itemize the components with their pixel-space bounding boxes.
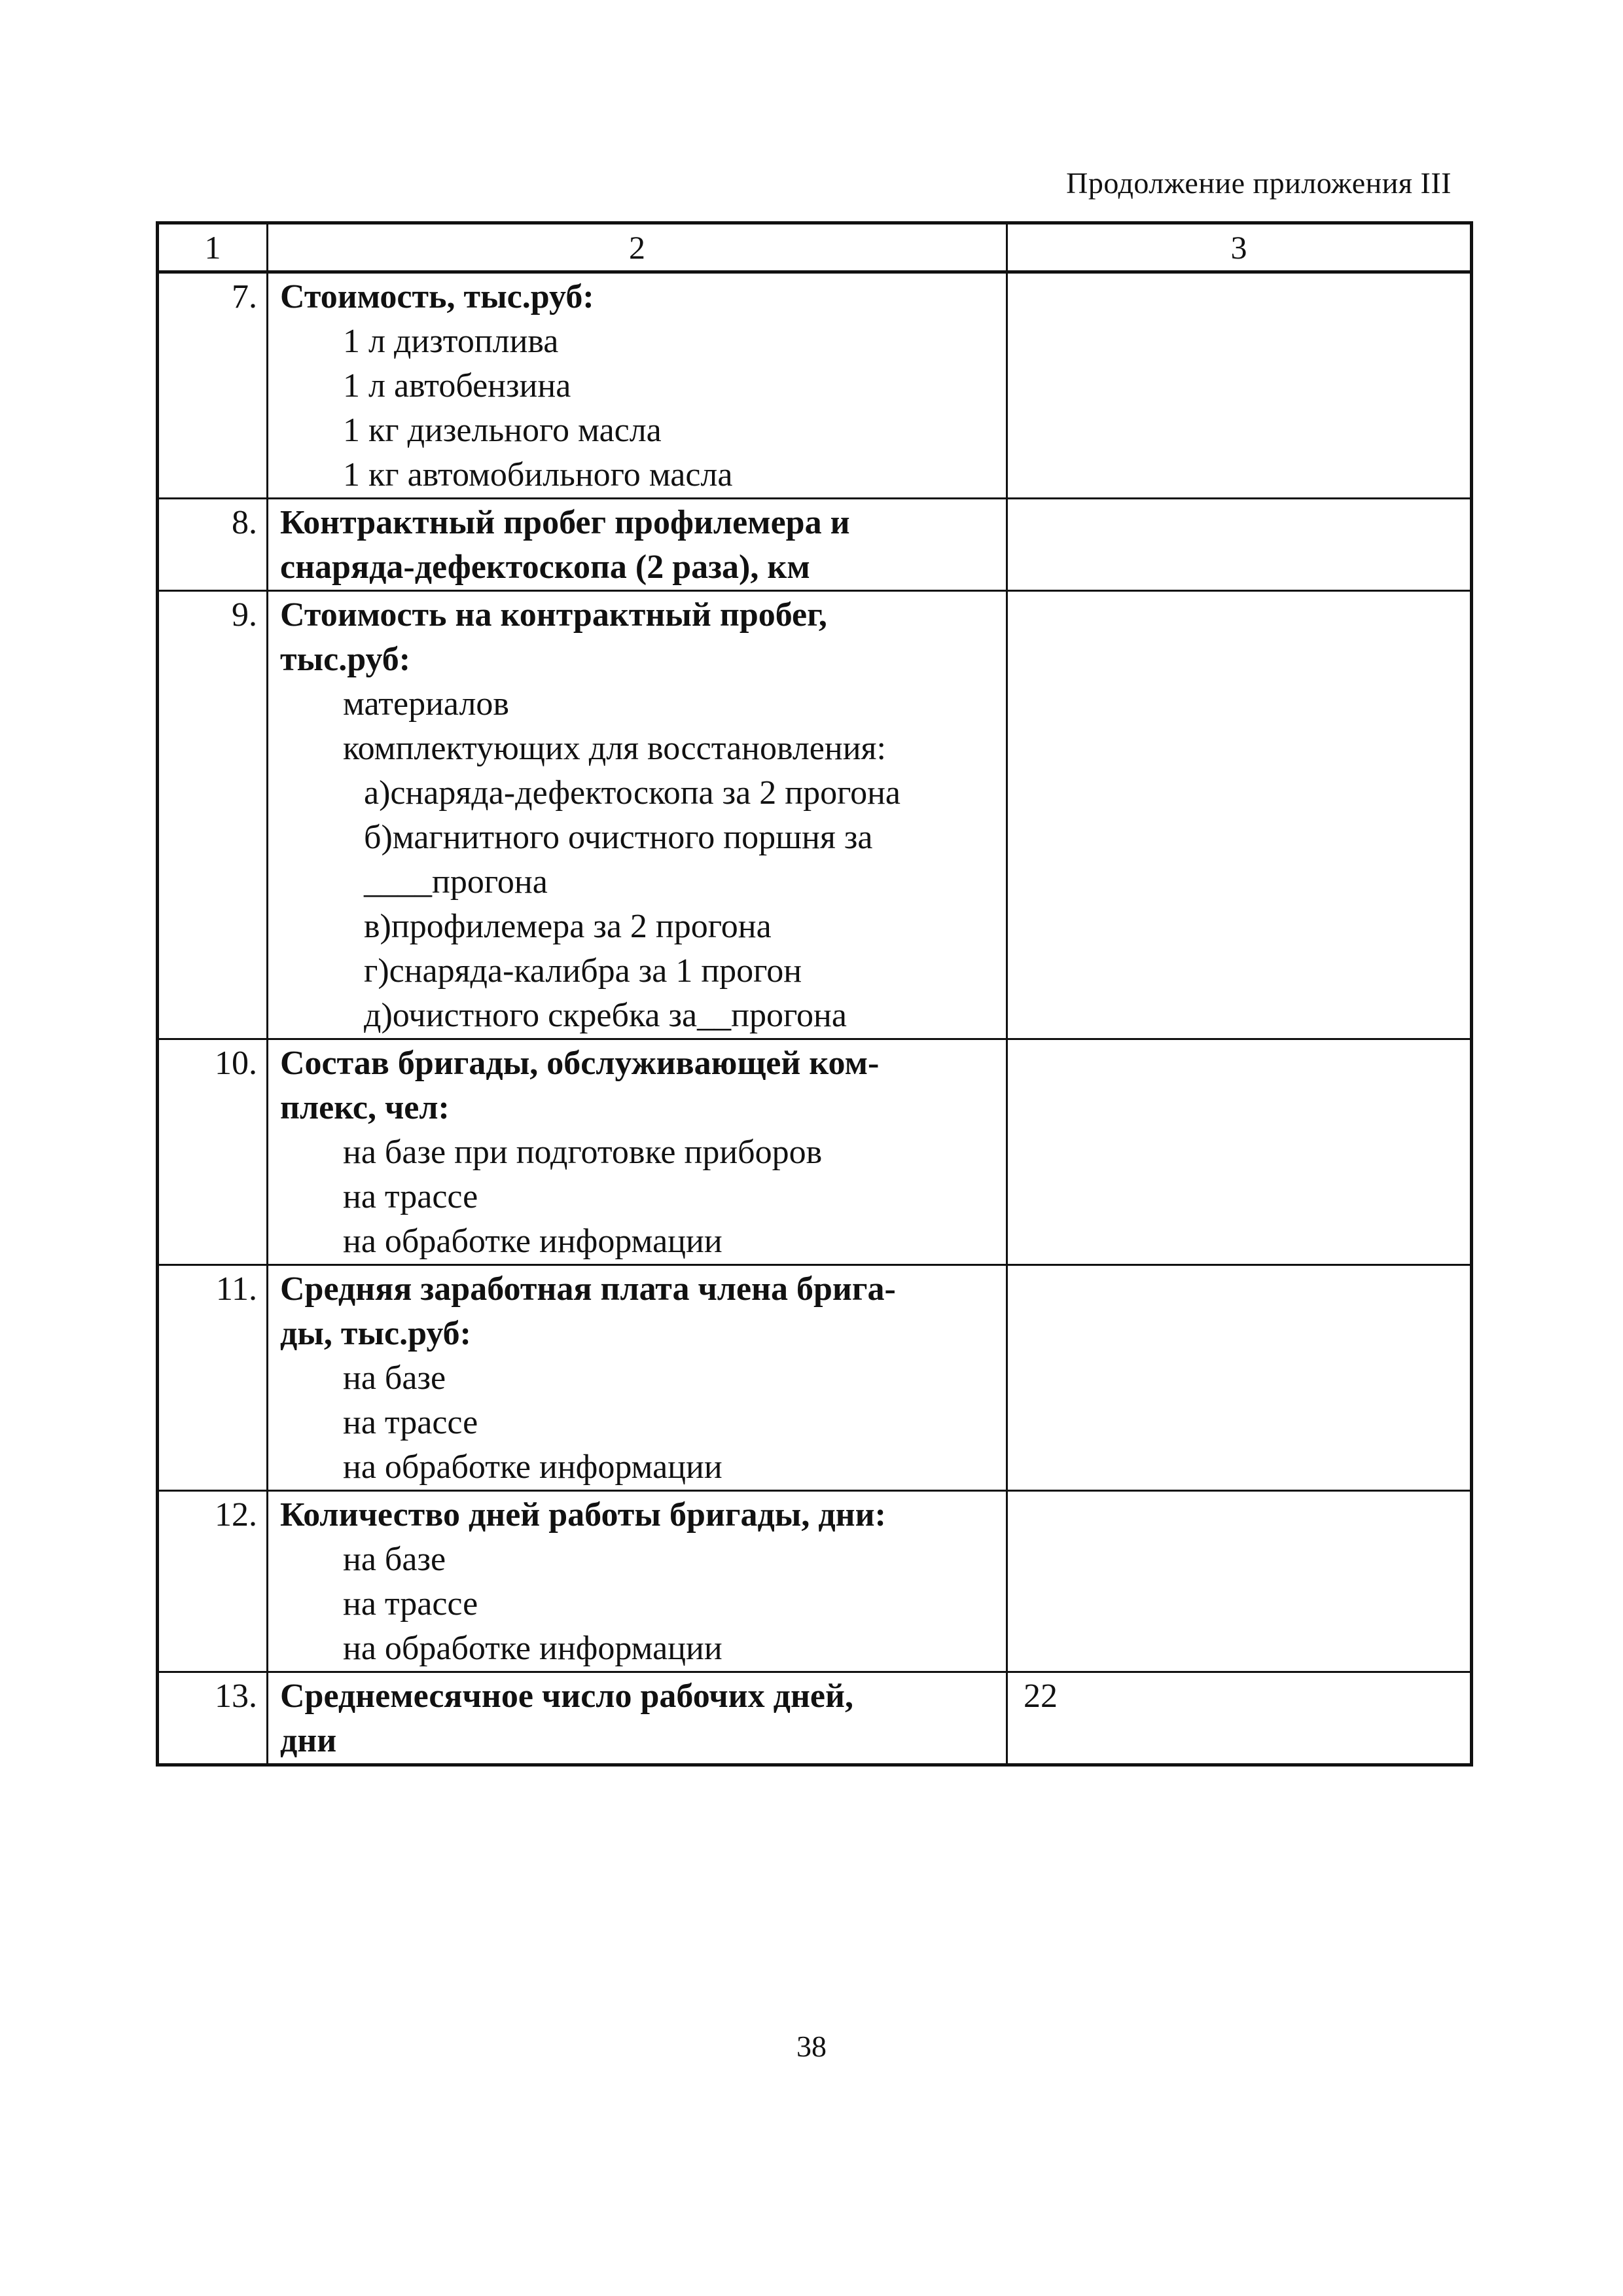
row-item-line: 1 л автобензина xyxy=(343,367,571,404)
row-title-line: Среднемесячное число рабочих дней, xyxy=(280,1677,853,1715)
row-value xyxy=(1007,591,1472,1039)
row-number: 8. xyxy=(158,499,268,591)
column-header-2: 2 xyxy=(268,223,1007,272)
appendix-table-container xyxy=(156,221,1470,1767)
row-title-line: Состав бригады, обслуживающей ком- xyxy=(280,1045,880,1082)
row-description xyxy=(268,1039,1007,1265)
column-header-1: 1 xyxy=(158,223,268,272)
table-row xyxy=(158,591,1472,1039)
table-header-row xyxy=(158,223,1472,272)
row-item-line: в)профилемера за 2 прогона xyxy=(364,908,772,945)
row-item-line: 1 кг дизельного масла xyxy=(343,412,662,449)
row-item-line: на трассе xyxy=(343,1585,478,1623)
row-description xyxy=(268,1265,1007,1491)
appendix-table xyxy=(156,221,1473,1767)
row-description xyxy=(268,591,1007,1039)
row-description xyxy=(268,1672,1007,1765)
row-item-line: д)очистного скребка за__прогона xyxy=(364,997,847,1034)
row-number: 11. xyxy=(158,1265,268,1491)
row-item-line: на обработке информации xyxy=(343,1630,722,1667)
row-number: 13. xyxy=(158,1672,268,1765)
table-row xyxy=(158,272,1472,499)
row-description xyxy=(268,1491,1007,1672)
row-description xyxy=(268,272,1007,499)
row-value xyxy=(1007,1491,1472,1672)
row-item-line: а)снаряда-дефектоскопа за 2 прогона xyxy=(364,774,901,812)
row-item-line: б)магнитного очистного поршня за xyxy=(364,819,873,856)
row-value xyxy=(1007,1265,1472,1491)
row-title-line: Контрактный пробег профилемера и xyxy=(280,504,850,541)
row-item-line: на трассе xyxy=(343,1404,478,1441)
table-row xyxy=(158,1491,1472,1672)
row-number: 7. xyxy=(158,272,268,499)
page-number: 38 xyxy=(796,2030,827,2063)
row-title-line: Стоимость, тыс.руб: xyxy=(280,278,594,315)
row-item-line: на базе xyxy=(343,1359,446,1397)
table-row xyxy=(158,1039,1472,1265)
row-item-line: г)снаряда-калибра за 1 прогон xyxy=(364,952,802,990)
row-title-line: Количество дней работы бригады, дни: xyxy=(280,1496,886,1534)
row-title-line: ды, тыс.руб: xyxy=(280,1315,471,1352)
row-value xyxy=(1007,499,1472,591)
row-item-line: комплектующих для восстановления: xyxy=(343,730,886,767)
row-item-line: на трассе xyxy=(343,1178,478,1215)
row-item-line: на базе xyxy=(343,1541,446,1578)
row-description xyxy=(268,499,1007,591)
continuation-note: Продолжение приложения III xyxy=(1066,166,1452,200)
row-title-line: тыс.руб: xyxy=(280,641,411,678)
table-row xyxy=(158,1265,1472,1491)
row-item-line: 1 кг автомобильного масла xyxy=(343,456,733,493)
row-number: 9. xyxy=(158,591,268,1039)
row-number: 10. xyxy=(158,1039,268,1265)
table-row xyxy=(158,499,1472,591)
row-value xyxy=(1007,272,1472,499)
row-number: 12. xyxy=(158,1491,268,1672)
row-title-line: снаряда-дефектоскопа (2 раза), км xyxy=(280,548,810,586)
row-item-line: на базе при подготовке приборов xyxy=(343,1134,823,1171)
row-item-line: 1 л дизтоплива xyxy=(343,323,559,360)
row-title-line: Стоимость на контрактный пробег, xyxy=(280,596,827,634)
row-item-line: на обработке информации xyxy=(343,1223,722,1260)
table-row xyxy=(158,1672,1472,1765)
row-item-line: на обработке информации xyxy=(343,1448,722,1486)
column-header-3: 3 xyxy=(1007,223,1472,272)
appendix-table-body xyxy=(158,223,1472,1765)
row-title-line: дни xyxy=(280,1722,337,1759)
row-title-line: плекс, чел: xyxy=(280,1089,450,1126)
row-item-line: материалов xyxy=(343,685,509,723)
row-item-line: ____прогона xyxy=(364,863,548,901)
row-value: 22 xyxy=(1007,1672,1472,1765)
row-title-line: Средняя заработная плата члена брига- xyxy=(280,1270,896,1308)
row-value xyxy=(1007,1039,1472,1265)
